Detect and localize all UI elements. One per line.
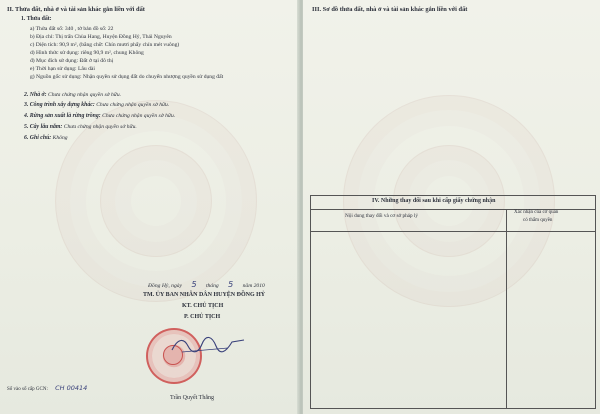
- item-forest: [24, 114, 175, 120]
- issue-date-line: [148, 281, 265, 290]
- section-title-diagram: III. Sơ đồ thửa đất, nhà ở và tài sản khác gắn liền với đất: [312, 6, 468, 13]
- signer-kt: KT. CHỦ TỊCH: [182, 303, 224, 309]
- land-line-area: c) Diện tích: 90,9 m², (bằng chữ: Chín mươi phẩy chín mét vuông): [30, 42, 180, 48]
- item-construction-label: 3. Công trình xây dựng khác:: [24, 102, 95, 108]
- signer-name: Trần Quyết Thắng: [170, 395, 214, 401]
- issue-date-prefix: Đồng Hỷ, ngày: [148, 283, 183, 289]
- land-line-term: e) Thời hạn sử dụng: Lâu dài: [30, 66, 95, 72]
- item-note-value: Không: [52, 135, 68, 141]
- item-land-label: 1. Thửa đất:: [21, 16, 52, 22]
- item-perennial-label: 5. Cây lâu năm:: [24, 124, 63, 130]
- item-construction: [24, 103, 169, 109]
- item-forest-value: Chưa chứng nhận quyền sở hữu.: [102, 113, 176, 119]
- gcn-label: Số vào sổ cấp GCN:: [7, 387, 48, 392]
- land-line-usage-form: d) Hình thức sử dụng: riêng 90,9 m², chung Không: [30, 50, 144, 56]
- issue-date-day: 5: [191, 280, 197, 289]
- issue-date-month: 5: [228, 280, 234, 289]
- item-house-value: Chưa chứng nhận quyền sở hữu.: [48, 92, 122, 98]
- signer-organization: TM. ỦY BAN NHÂN DÂN HUYỆN ĐỒNG HỶ: [143, 292, 266, 298]
- item-perennial: [24, 125, 137, 131]
- gcn-number: [7, 385, 87, 392]
- gcn-value: CH 00414: [55, 384, 88, 392]
- issue-date-year: năm 2010: [242, 283, 265, 289]
- changes-table-title: IV. Những thay đổi sau khi cấp giấy chứng nhận: [372, 198, 496, 204]
- column-authority-confirm-line1: Xác nhận của cơ quan: [514, 210, 559, 215]
- item-perennial-value: Chưa chứng nhận quyền sở hữu.: [63, 124, 137, 130]
- land-line-origin: g) Nguồn gốc sử dụng: Nhận quyền sử dụng đất do chuyển nhượng quyền sử dụng đất: [30, 74, 224, 80]
- item-note-label: 6. Ghi chú:: [24, 135, 52, 141]
- issue-date-month-word: tháng: [205, 283, 219, 289]
- item-construction-value: Chưa chứng nhận quyền sở hữu.: [96, 102, 170, 108]
- item-house: [24, 93, 121, 99]
- changes-table-divider: [506, 209, 507, 408]
- signature-scribble: [168, 332, 248, 360]
- land-line-address: b) Địa chỉ: Thị trấn Chùa Hang, Huyện Đồng Hỷ, Thái Nguyên: [30, 34, 172, 40]
- column-authority-confirm-line2: có thẩm quyền: [523, 218, 553, 223]
- item-house-label: 2. Nhà ở:: [24, 92, 47, 98]
- item-forest-label: 4. Rừng sản xuất là rừng trồng:: [24, 113, 101, 119]
- column-change-content: Nội dung thay đổi và cơ sở pháp lý: [345, 213, 418, 219]
- section-title-land: II. Thửa đất, nhà ở và tài sản khác gắn liền với đất: [7, 6, 145, 13]
- item-note: [24, 136, 68, 142]
- signer-title: P. CHỦ TỊCH: [184, 314, 221, 320]
- land-line-purpose: đ) Mục đích sử dụng: Đất ở tại đô thị: [30, 58, 114, 64]
- land-line-parcel: a) Thửa đất số: 340 , tờ bản đồ số: 22: [30, 26, 114, 32]
- changes-table: [310, 195, 596, 409]
- watermark-emblem-left-inner: [100, 145, 212, 257]
